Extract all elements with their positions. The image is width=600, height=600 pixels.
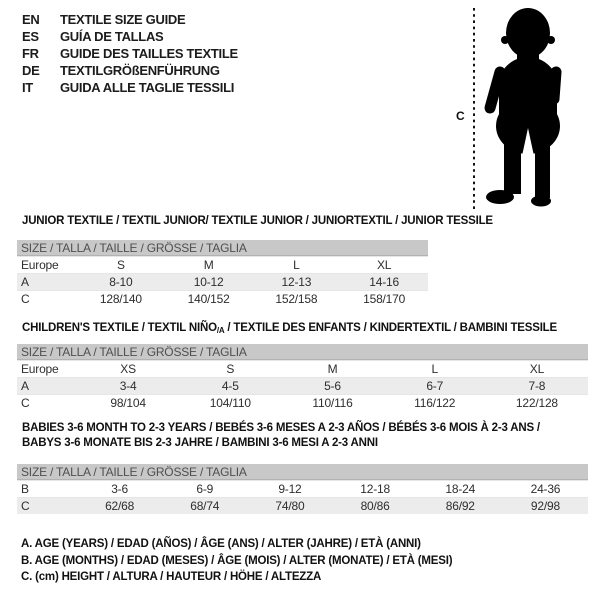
table-row-a [17,377,588,394]
size-cell: M [203,258,214,272]
size-cell: 8-10 [109,275,133,289]
size-cell: 7-8 [528,379,546,393]
row-label: Europe [21,258,59,272]
size-cell: 122/128 [515,396,558,410]
size-cell: 10-12 [193,275,224,289]
height-measure-label: C [456,109,465,123]
baby-silhouette-icon [450,4,582,214]
size-cell: 98/104 [110,396,146,410]
table-row-c [17,394,588,411]
note-age-months: B. AGE (MONTHS) / EDAD (MESES) / ÂGE (MOIS) / ALTER (MONATE) / ETÀ (MESI) [21,554,453,567]
size-cell: 140/152 [187,292,230,306]
row-label: C [21,396,30,410]
size-cell: 24-36 [530,482,561,496]
size-cell: S [226,362,235,376]
size-cell: 86/92 [445,499,475,513]
size-table-children [17,344,588,411]
size-cell: 3-4 [119,379,137,393]
size-header-bar: SIZE / TALLA / TAILLE / GRÖSSE / TAGLIA [17,240,428,256]
lang-row-de [22,62,238,79]
lang-title: TEXTILGRÖßENFÜHRUNG [60,63,220,78]
row-label: C [21,499,30,513]
size-cell: 18-24 [445,482,476,496]
baby-silhouette [486,8,560,207]
lang-code: ES [22,29,39,44]
size-cell: 110/116 [312,396,353,410]
size-table-babies [17,464,588,514]
size-cell: 6-7 [426,379,444,393]
legend-notes [21,536,452,586]
size-cell: 92/98 [530,499,560,513]
row-label: A [21,379,29,393]
size-cell: 14-16 [369,275,399,289]
table-row-c [17,497,588,514]
table-row-c [17,290,428,307]
size-cell: L [293,258,300,272]
lang-row-fr [22,45,238,62]
height-figure [450,4,582,219]
size-cell: 3-6 [111,482,128,496]
size-cell: 62/68 [105,499,135,513]
table-row-b [17,480,588,497]
size-cell: 68/74 [190,499,220,513]
note-height-cm: C. (cm) HEIGHT / ALTURA / HAUTEUR / HÖHE / ALTEZZA [21,571,322,583]
size-cell: 12-13 [281,275,312,289]
section-title-part2: / TEXTILE DES ENFANTS / KINDERTEXTIL / BAMBINI TESSILE [224,322,557,334]
note-age-years: A. AGE (YEARS) / EDAD (AÑOS) / ÂGE (ANS) / ALTER (JAHRE) / ETÀ (ANNI) [21,538,421,550]
section-title-children [22,321,557,338]
size-cell: XS [120,362,136,376]
row-label: B [21,482,29,496]
size-header-bar: SIZE / TALLA / TAILLE / GRÖSSE / TAGLIA [17,464,588,480]
section-title-subscript: /A [216,326,225,335]
lang-title: TEXTILE SIZE GUIDE [60,12,186,27]
table-row-a [17,273,428,290]
language-header [22,11,238,96]
size-table-junior [17,240,428,307]
size-header-bar: SIZE / TALLA / TAILLE / GRÖSSE / TAGLIA [17,344,588,360]
size-cell: S [116,258,125,272]
size-cell: L [431,362,438,376]
section-title-junior: JUNIOR TEXTILE / TEXTIL JUNIOR/ TEXTILE JUNIOR / JUNIORTEXTIL / JUNIOR TESSILE [22,215,493,227]
lang-row-en [22,11,238,28]
row-label: Europe [21,362,59,376]
lang-title: GUÍA DE TALLAS [60,29,164,44]
size-cell: 5-6 [324,379,341,393]
lang-code: EN [22,12,40,27]
size-cell: 74/80 [275,499,305,513]
size-cell: 116/122 [414,396,456,410]
size-cell: XL [376,258,392,272]
size-cell: 128/140 [99,292,142,306]
row-label: A [21,275,29,289]
size-cell: 12-18 [360,482,390,496]
size-cell: XL [529,362,545,376]
section-title-part1: CHILDREN'S TEXTILE / TEXTIL NIÑO [22,322,217,334]
table-row-europe [17,360,588,377]
size-cell: 4-5 [221,379,239,393]
table-row-europe [17,256,428,273]
lang-row-es [22,28,238,45]
size-cell: 104/110 [209,396,251,410]
size-cell: 152/158 [275,292,318,306]
lang-title: GUIDE DES TAILLES TEXTILE [60,46,238,61]
lang-code: DE [22,63,40,78]
size-cell: 80/86 [360,499,390,513]
lang-title: GUIDA ALLE TAGLIE TESSILI [60,80,235,95]
size-cell: 158/170 [363,292,406,306]
lang-code: FR [22,46,39,61]
size-cell: 6-9 [196,482,214,496]
section-title-babies [22,421,540,451]
lang-row-it [22,79,238,96]
lang-code: IT [22,80,33,95]
section-title-line1: BABIES 3-6 MONTH TO 2-3 YEARS / BEBÉS 3-6 MESES A 2-3 AÑOS / BÉBÉS 3-6 MOIS À 2-3 ANS / [22,422,540,434]
section-title-line2: BABYS 3-6 MONATE BIS 2-3 JAHRE / BAMBINI 3-6 MESI A 2-3 ANNI [22,437,378,449]
row-label: C [21,292,30,306]
size-cell: 9-12 [278,482,302,496]
size-cell: M [327,362,338,376]
